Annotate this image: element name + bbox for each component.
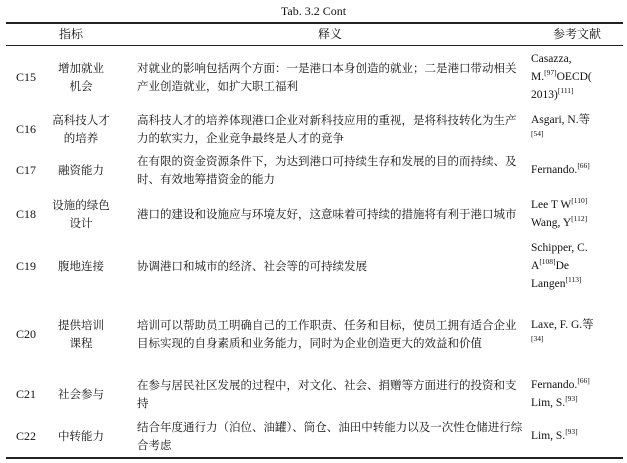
definition-text: 高科技人才的培养体现港口企业对新科技应用的重视，是将科技转化为生产力的软实力，企业竞争最终是人才的竞争 (137, 113, 517, 145)
definition-text: 对就业的影响包括两个方面：一是港口本身创造的就业；二是港口带动相关产业创造就业，如扩大职工福利 (137, 61, 517, 93)
indicator-name: 高科技人才 的培养 (52, 113, 110, 145)
citation-number: [110] (571, 195, 588, 205)
row-id: C17 (15, 163, 36, 177)
indicator-name: 增加就业 机会 (58, 61, 104, 93)
table-row (0, 237, 627, 295)
row-id: C22 (15, 428, 36, 443)
table-row (0, 46, 627, 108)
reference-line: 2013)[111] (531, 86, 574, 101)
table-caption: Tab. 3.2 Cont (280, 4, 347, 18)
definition-text: 港口的建设和设施应与环境友好，这意味着可持续的措施将有利于港口城市 (137, 206, 517, 221)
definition-text: 培训可以帮助员工明确自己的工作职责、任务和目标，使员工拥有适合企业目标实现的自身素质和业务能力，同时为企业创造更大的效益和价值 (137, 317, 517, 350)
reference-line: Fernando.[66] (531, 161, 590, 176)
reference-line: Lim, S.[93] (531, 393, 578, 409)
reference-line (531, 334, 623, 352)
table-row (0, 415, 627, 456)
reference-line: Lim, S.[93] (531, 426, 578, 442)
citation-number: [34] (531, 333, 544, 343)
row-id: C15 (15, 70, 36, 84)
indicator-name: 社会参与 (58, 386, 104, 401)
reference-cell (531, 196, 623, 232)
citation-number: [97] (544, 68, 557, 78)
reference-cell (531, 239, 623, 293)
table-row (0, 295, 627, 372)
citation-number: [108] (539, 257, 556, 267)
table-row (0, 150, 627, 190)
reference-line: Langen[113] (531, 275, 582, 290)
citation-number: [93] (565, 426, 578, 436)
row-id: C19 (15, 259, 36, 273)
citation-number: [111] (557, 86, 574, 96)
reference-line (531, 129, 623, 147)
indicator-name: 融资能力 (58, 163, 104, 177)
reference-cell (531, 316, 623, 352)
definition-text: 结合年度通行力（泊位、油罐）、筒仓、油田中转能力以及一次性仓储进行综合考虑 (137, 419, 523, 452)
reference-line: A[108]De (531, 257, 569, 272)
bottom-rule (6, 457, 623, 459)
reference-line: M.[97]OECD( (531, 68, 592, 83)
citation-number: [113] (565, 275, 582, 285)
reference-line: Lee T W[110] (531, 195, 588, 211)
reference-cell (531, 376, 623, 412)
reference-line: Schipper, C. (531, 242, 588, 254)
indicator-name: 腹地连接 (58, 259, 104, 273)
row-id: C21 (15, 386, 36, 401)
indicator-name: 提供培训 课程 (58, 317, 104, 350)
citation-number: [66] (577, 161, 590, 171)
citation-number: [66] (577, 375, 590, 385)
definition-text: 协调港口和城市的经济、社会等的可持续发展 (137, 259, 367, 273)
header-references: 参考文献 (552, 27, 601, 41)
header-indicator: 指标 (58, 27, 83, 41)
reference-cell (531, 427, 623, 445)
reference-line: Wang, Y[112] (531, 213, 588, 229)
indicator-name: 设施的绿色 设计 (52, 197, 110, 230)
reference-line: Laxe, F. G.等 (531, 318, 594, 331)
citation-number: [54] (531, 129, 544, 139)
definition-text: 在参与居民社区发展的过程中，对文化、社会、捐赠等方面进行的投资和支持 (137, 377, 517, 410)
citation-number: [93] (565, 393, 578, 403)
citation-number: [112] (571, 213, 588, 223)
table-row (0, 372, 627, 415)
reference-line: Fernando.[66] (531, 375, 590, 391)
reference-cell (531, 161, 623, 179)
indicator-name: 中转能力 (58, 428, 104, 443)
row-id: C20 (15, 326, 36, 341)
reference-line: Casazza, (531, 53, 572, 65)
row-id: C18 (15, 206, 36, 221)
table-row (0, 190, 627, 237)
reference-cell (531, 111, 623, 147)
row-id: C16 (15, 122, 36, 136)
table-row (0, 108, 627, 150)
reference-line: Asgari, N.等 (531, 114, 591, 126)
reference-cell (531, 50, 623, 104)
header-definition: 释义 (317, 27, 342, 41)
definition-text: 在有限的资金资源条件下，为达到港口可持续生存和发展的目的而持续、及时、有效地筹措资金的能力 (137, 154, 517, 186)
